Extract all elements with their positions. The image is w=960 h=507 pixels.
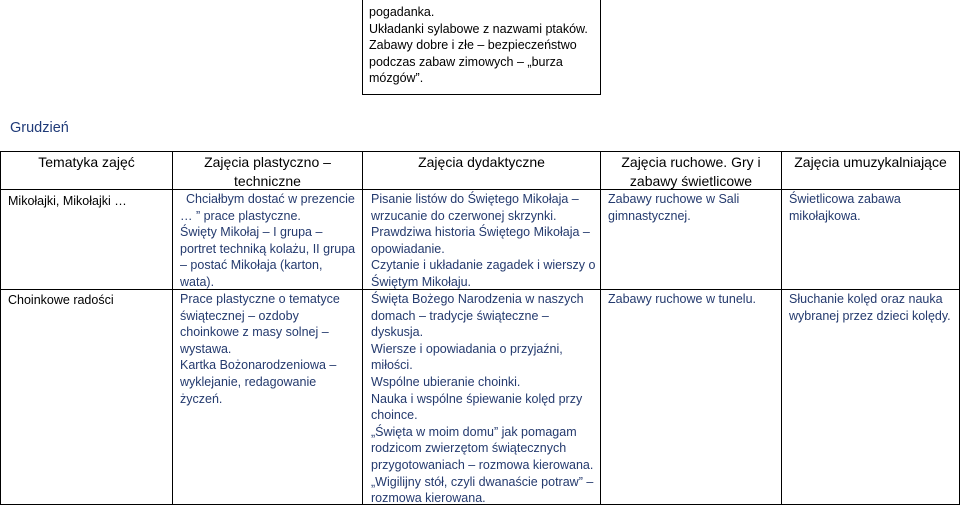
text-line: Układanki sylabowe z nazwami ptaków. (369, 21, 588, 36)
top-cell-right-border (600, 0, 601, 94)
col-border (0, 151, 1, 505)
row1-movement (608, 191, 739, 224)
row2-movement (608, 291, 756, 308)
text-line: Pisanie listów do Świętego Mikołaja – (371, 192, 579, 206)
header-didactic-label: Zajęcia dydaktyczne (418, 154, 545, 170)
header-didactic (363, 153, 600, 172)
row1-art (180, 191, 355, 291)
top-cell-left-border (362, 0, 363, 94)
row2-didactic (371, 291, 593, 507)
text-line: domach – tradycje świąteczne – (371, 308, 549, 323)
header-music (782, 153, 959, 172)
text-line: – postać Mikołaja (karton, (180, 258, 323, 273)
text-line: Zabawy ruchowe w tunelu. (608, 292, 756, 306)
text-line: Wiersze i opowiadania o przyjaźni, (371, 341, 563, 356)
col-border (781, 151, 782, 505)
text-line: „Wigilijny stół, czyli dwanaście potraw” – (371, 474, 594, 489)
text-line: życzeń. (180, 391, 223, 406)
header-topic (1, 153, 172, 172)
text-line: Wspólne ubieranie choinki. (371, 374, 521, 389)
text-line: przygotowaniach – rozmowa kierowana. (371, 457, 594, 472)
header-topic-label: Tematyka zajęć (38, 154, 135, 170)
text-line: portret techniką kolażu, II grupa (180, 241, 356, 256)
text-line: Święta Bożego Narodzenia w naszych (371, 292, 584, 306)
row2-topic: Choinkowe radości (8, 293, 114, 307)
text-line: wrzucanie do czerwonej skrzynki. (371, 208, 557, 223)
text-line: choinkowe z masy solnej – (180, 325, 329, 340)
text-line: Świetlicowa zabawa (789, 192, 901, 206)
text-line: … ” prace plastyczne. (180, 208, 301, 223)
text-line: rozmowa kierowana. (371, 491, 486, 506)
text-line: gimnastycznej. (608, 208, 691, 223)
text-line: Prawdziwa historia Świętego Mikołaja – (371, 225, 590, 240)
text-line: wyklejanie, redagowanie (180, 374, 317, 389)
text-line: wybranej przez dzieci kolędy. (789, 308, 951, 323)
header-art-line2: techniczne (234, 173, 301, 189)
text-line: opowiadanie. (371, 241, 445, 256)
text-line: Czytanie i układanie zagadek i wierszy o (371, 258, 596, 273)
top-cell-bottom-border (362, 94, 601, 95)
row2-art (180, 291, 340, 407)
text-line: Święty Mikołaj – I grupa – (180, 225, 323, 240)
text-line: miłości. (371, 358, 413, 373)
row1-didactic (371, 191, 595, 291)
row2-music (789, 291, 951, 324)
text-line: Kartka Bożonarodzeniowa – (180, 358, 337, 373)
text-line: Słuchanie kolęd oraz nauka (789, 292, 943, 306)
text-line: Chciałbym dostać w prezencie (186, 192, 355, 206)
header-movement (601, 153, 781, 191)
text-line: rodzicom zwierzętom świątecznych (371, 441, 567, 456)
col-border (600, 151, 601, 505)
header-art (173, 153, 362, 191)
header-music-label: Zajęcia umuzykalniające (794, 154, 947, 170)
text-line: „Święta w moim domu” jak pomagam (371, 424, 577, 439)
header-movement-line2: zabawy świetlicowe (629, 173, 753, 189)
header-art-line1: Zajęcia plastyczno – (204, 154, 331, 170)
text-line: dyskusja. (371, 325, 424, 340)
header-movement-line1: Zajęcia ruchowe. Gry i (621, 154, 761, 170)
row1-topic: Mikołajki, Mikołajki … (8, 194, 127, 208)
text-line: świątecznej – ozdoby (180, 308, 299, 323)
text-line: mikołajkowa. (789, 208, 861, 223)
col-border (362, 151, 363, 505)
row1-music (789, 191, 901, 224)
text-line: mózgów”. (369, 71, 424, 86)
text-line: Zabawy ruchowe w Sali (608, 192, 740, 206)
text-line: Prace plastyczne o tematyce (180, 292, 340, 306)
text-line: Świętym Mikołaju. (371, 274, 472, 289)
table-top-border (0, 151, 960, 152)
text-line: Zabawy dobre i złe – bezpieczeństwo (369, 38, 577, 53)
text-line: choince. (371, 408, 418, 423)
month-heading: Grudzień (10, 120, 69, 136)
text-line: wystawa. (180, 341, 232, 356)
col-border (172, 151, 173, 505)
text-line: wata). (180, 274, 215, 289)
text-line: pogadanka. (369, 5, 435, 19)
header-bottom-border (0, 189, 960, 190)
top-cell-text (369, 4, 588, 87)
text-line: Nauka i wspólne śpiewanie kolęd przy (371, 391, 583, 406)
text-line: podczas zabaw zimowych – „burza (369, 54, 563, 69)
